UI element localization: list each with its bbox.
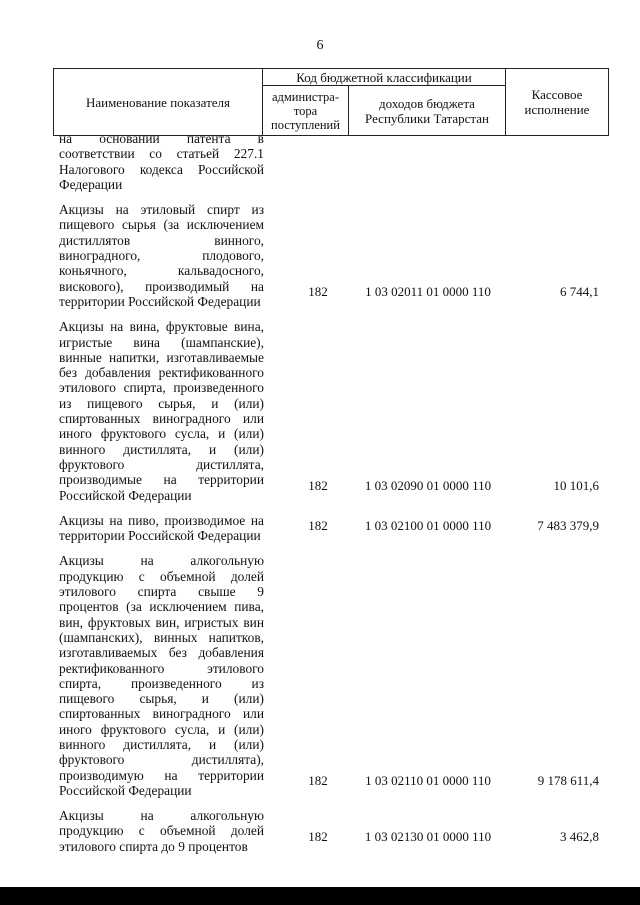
header-name-column: Наименование показателя bbox=[85, 94, 231, 110]
row-income-code: 1 03 02090 01 0000 110 bbox=[364, 477, 492, 493]
row-name: Акцизы на алкогольную продукцию с объемной долей этилового спирта свыше 9 процентов (за исключением пива, вин, фруктовых вин, игристых вин (шампанских), винных напитков, изготавливаемых без добавления ректификованного этилового спирта, произведенного из пищевого сырья, и (или) спиртованных виноградного или иного фруктового сусла, и (или) винного дистиллята, и (или) фруктового дистиллята), производимую на территории Российской Федерации bbox=[59, 553, 264, 798]
table-row bbox=[53, 319, 613, 503]
table-row bbox=[53, 513, 613, 544]
header-amount-column: Кассовое исполнение bbox=[524, 87, 590, 117]
row-admin-code: 182 bbox=[308, 829, 328, 845]
row-name: Акцизы на этиловый спирт из пищевого сырья (за исключением дистиллятов винного, виноградного, плодового, коньячного, кальвадосного, вискового), производимый на территории Российской Федерации bbox=[59, 202, 264, 309]
row-name: Акцизы на пиво, производимое на территории Российской Федерации bbox=[59, 512, 264, 544]
header-admin-column: администра- тора поступлений bbox=[271, 89, 340, 132]
table-body bbox=[53, 131, 613, 864]
row-amount: 3 462,8 bbox=[560, 829, 599, 845]
row-name: на основании патента в соответствии со статьей 227.1 Налогового кодекса Российской Федерации bbox=[59, 131, 264, 192]
scan-edge-bar bbox=[0, 887, 640, 905]
row-admin-code: 182 bbox=[308, 284, 328, 300]
table-row bbox=[53, 202, 613, 309]
header-kbk-group: Код бюджетной классификации bbox=[296, 69, 472, 85]
row-amount: 7 483 379,9 bbox=[537, 518, 599, 534]
row-income-code: 1 03 02100 01 0000 110 bbox=[364, 518, 492, 534]
table-row bbox=[53, 553, 613, 798]
table-header bbox=[53, 68, 609, 136]
row-income-code: 1 03 02110 01 0000 110 bbox=[365, 773, 491, 789]
row-admin-code: 182 bbox=[308, 518, 328, 534]
row-admin-code: 182 bbox=[308, 477, 328, 493]
row-amount: 9 178 611,4 bbox=[537, 773, 599, 789]
page-number: 6 bbox=[316, 38, 324, 53]
row-amount: 10 101,6 bbox=[553, 477, 599, 493]
row-admin-code: 182 bbox=[308, 773, 328, 789]
table-row bbox=[53, 131, 613, 192]
row-name: Акцизы на вина, фруктовые вина, игристые вина (шампанские), винные напитки, изготавливаемые без добавления ректификованного этилового спирта, произведенного из пищевого сырья, и (или) спиртованных виноградного или иного фруктового сусла, и (или) винного дистиллята, и (или) фруктового дистиллята, производимые на территории Российской Федерации bbox=[59, 319, 264, 503]
header-income-column: доходов бюджета Республики Татарстан bbox=[365, 95, 489, 126]
table-row bbox=[53, 808, 613, 854]
row-income-code: 1 03 02011 01 0000 110 bbox=[365, 284, 491, 300]
row-income-code: 1 03 02130 01 0000 110 bbox=[364, 829, 492, 845]
row-amount: 6 744,1 bbox=[560, 284, 599, 300]
row-name: Акцизы на алкогольную продукцию с объемной долей этилового спирта до 9 процентов bbox=[59, 808, 264, 854]
